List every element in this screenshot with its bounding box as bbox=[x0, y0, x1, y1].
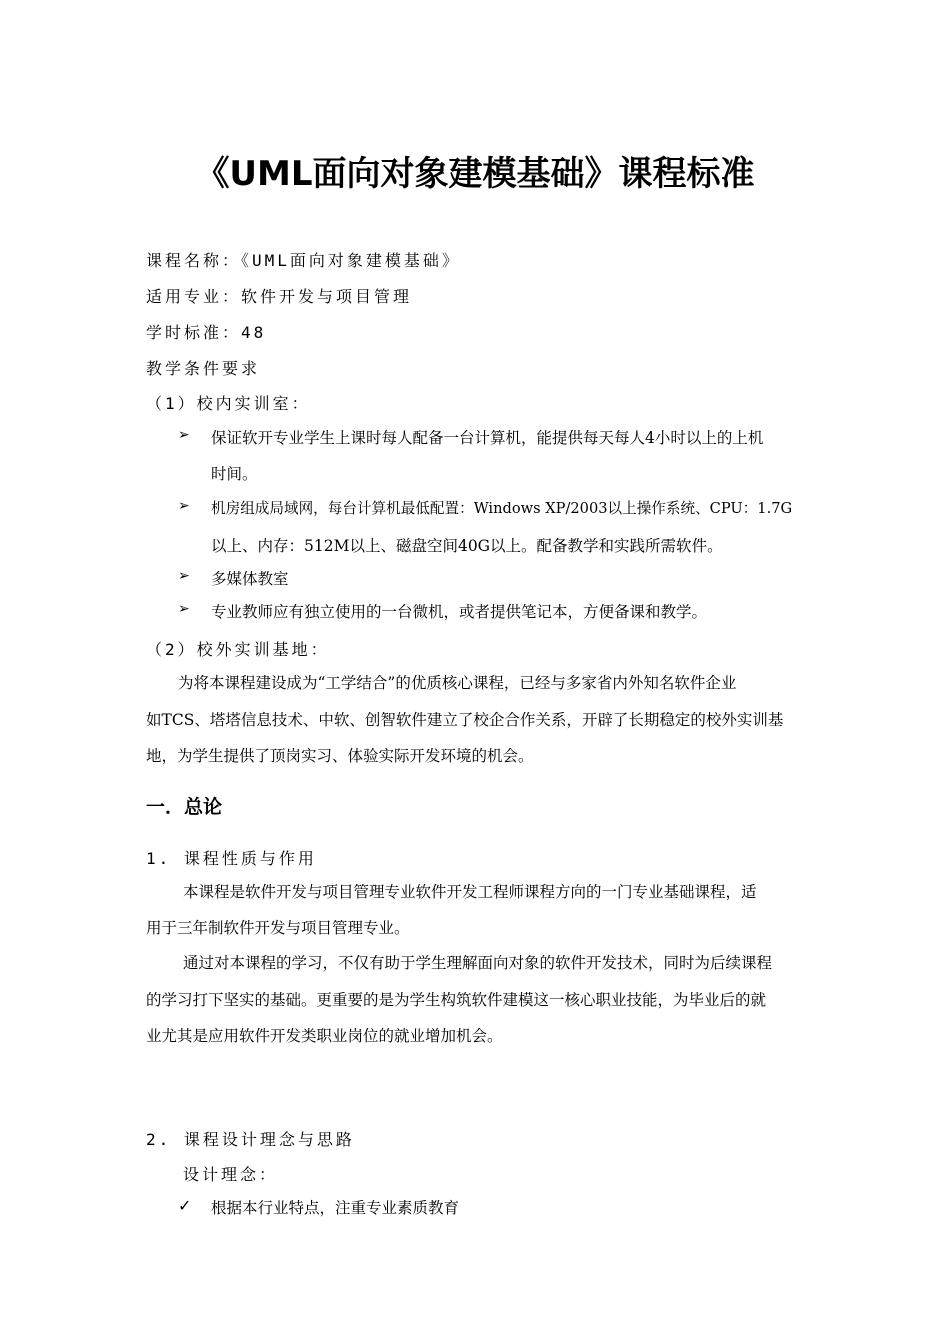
arrow-bullet-icon: ➢ bbox=[178, 498, 190, 514]
subsection-1-heading: 1. 课程性质与作用 bbox=[146, 849, 317, 868]
document-title: 《UML面向对象建模基础》课程标准 bbox=[195, 154, 755, 194]
course-name-line: 课程名称：《UML面向对象建模基础》 bbox=[146, 251, 461, 270]
lab-item-1-line-1: 保证软开专业学生上课时每人配备一台计算机，能提供每天每人4小时以上的上机 bbox=[211, 429, 764, 447]
arrow-bullet-icon: ➢ bbox=[178, 601, 190, 617]
major-line: 适用专业：软件开发与项目管理 bbox=[146, 287, 413, 306]
hours-line: 学时标准：48 bbox=[146, 323, 267, 342]
lab-item-2-line-1: 机房组成局域网，每台计算机最低配置：Windows XP/2003以上操作系统、CPU：1.7G bbox=[211, 500, 793, 517]
nature-para-1-line-2: 用于三年制软件开发与项目管理专业。 bbox=[146, 919, 410, 937]
lab-item-3: 多媒体教室 bbox=[211, 570, 289, 588]
subsection-2-heading: 2. 课程设计理念与思路 bbox=[146, 1130, 355, 1149]
nature-para-2-line-1: 通过对本课程的学习，不仅有助于学生理解面向对象的软件开发技术，同时为后续课程 bbox=[183, 954, 773, 972]
offcampus-line-3: 地，为学生提供了顶岗实习、体验实际开发环境的机会。 bbox=[146, 747, 534, 765]
section-1-heading: 一．总论 bbox=[146, 796, 223, 818]
lab-item-2-line-2: 以上、内存：512M以上、磁盘空间40G以上。配备教学和实践所需软件。 bbox=[211, 537, 723, 555]
arrow-bullet-icon: ➢ bbox=[178, 568, 190, 584]
lab-item-1-line-2: 时间。 bbox=[211, 465, 258, 483]
offcampus-line-1: 为将本课程建设成为“工学结合”的优质核心课程，已经与多家省内外知名软件企业 bbox=[178, 674, 737, 692]
nature-para-2-line-2: 的学习打下坚实的基础。更重要的是为学生构筑软件建模这一核心职业技能，为毕业后的就 bbox=[146, 991, 767, 1009]
concept-item-1: 根据本行业特点，注重专业素质教育 bbox=[211, 1199, 460, 1217]
offcampus-heading: （2）校外实训基地： bbox=[146, 640, 330, 659]
design-concept-label: 设计理念： bbox=[183, 1165, 279, 1184]
nature-para-2-line-3: 业尤其是应用软件开发类职业岗位的就业增加机会。 bbox=[146, 1027, 503, 1045]
conditions-heading: 教学条件要求 bbox=[146, 359, 261, 378]
nature-para-1-line-1: 本课程是软件开发与项目管理专业软件开发工程师课程方向的一门专业基础课程，适 bbox=[183, 883, 757, 901]
campus-lab-heading: （1）校内实训室： bbox=[146, 394, 311, 413]
arrow-bullet-icon: ➢ bbox=[178, 427, 190, 443]
checkmark-icon: ✓ bbox=[178, 1196, 192, 1215]
offcampus-line-2: 如TCS、塔塔信息技术、中软、创智软件建立了校企合作关系，开辟了长期稳定的校外实训基 bbox=[146, 711, 784, 729]
lab-item-4: 专业教师应有独立使用的一台微机，或者提供笔记本，方便备课和教学。 bbox=[211, 603, 708, 621]
